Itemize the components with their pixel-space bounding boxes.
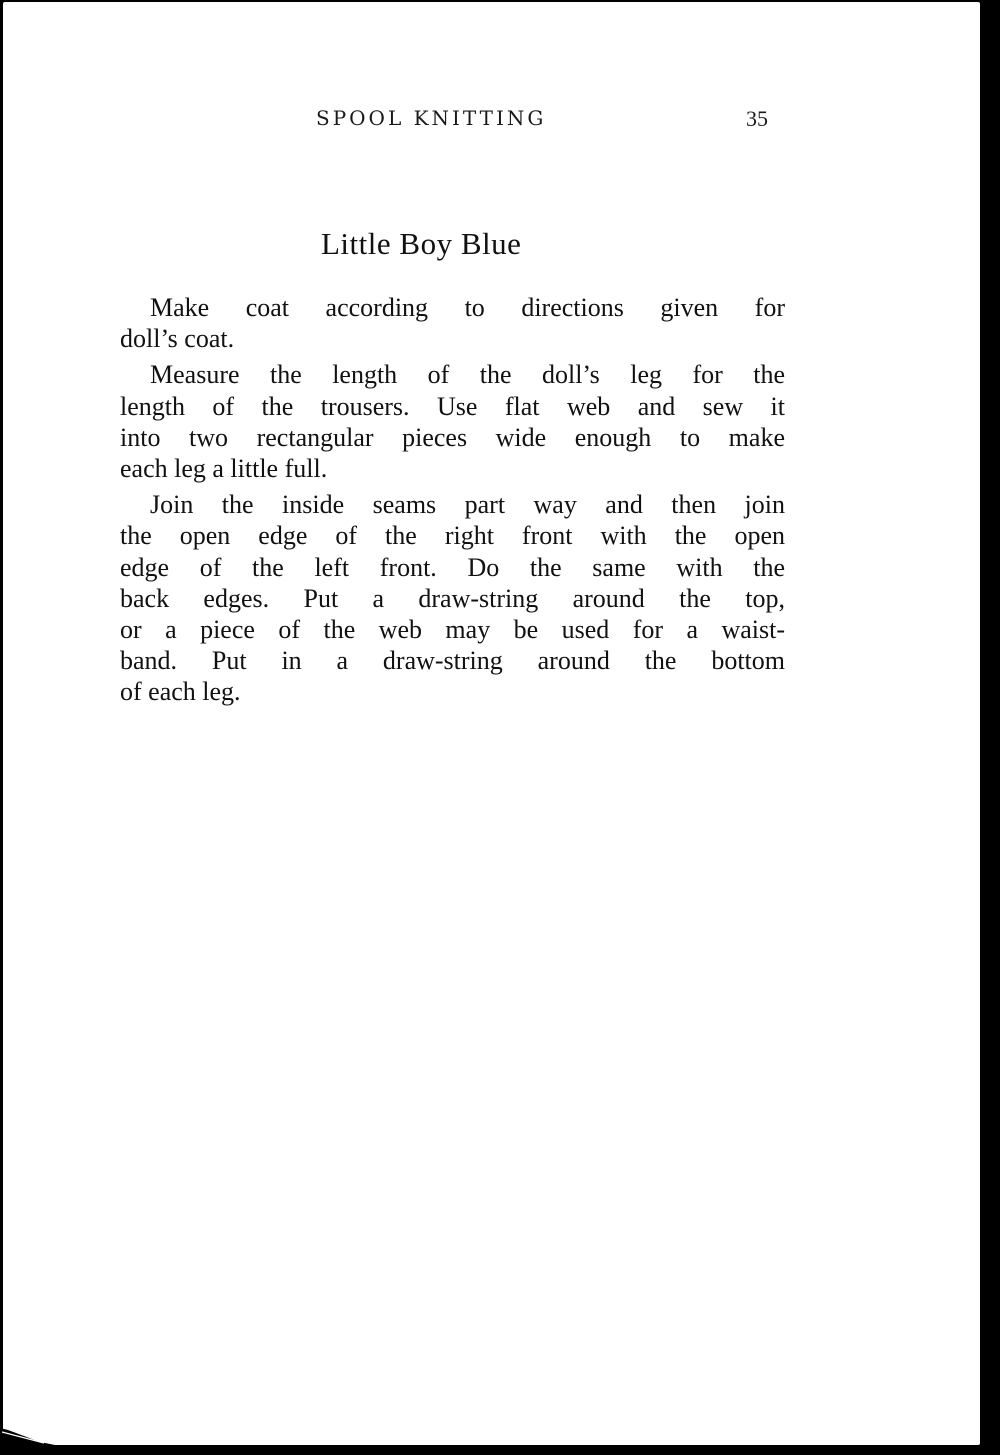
- text-line: length of the trousers. Use flat web and sew it: [120, 391, 785, 421]
- text-line: of each leg.: [120, 677, 241, 707]
- text-line: back edges. Put a draw-string around the top,: [120, 583, 785, 613]
- text-line: Join the inside seams part way and then join: [150, 490, 785, 520]
- text-line: edge of the left front. Do the same with the: [120, 552, 785, 582]
- body-text: [120, 292, 785, 707]
- text-line: doll’s coat.: [120, 324, 235, 354]
- section-title: Little Boy Blue: [321, 226, 522, 261]
- page-corner-curl: [0, 1428, 60, 1446]
- book-page: [3, 2, 980, 1445]
- text-line: or a piece of the web may be used for a waist-: [120, 614, 785, 644]
- text-line: Make coat according to directions given for: [150, 293, 785, 322]
- text-line: Measure the length of the doll’s leg for the: [150, 360, 785, 390]
- scan-edge-shadow: [980, 0, 1000, 1455]
- text-line: each leg a little full.: [120, 453, 328, 483]
- text-line: the open edge of the right front with the open: [120, 521, 785, 551]
- text-line: band. Put in a draw-string around the bottom: [120, 646, 785, 676]
- page-number: 35: [746, 106, 768, 131]
- running-head: SPOOL KNITTING: [316, 106, 547, 130]
- text-line: into two rectangular pieces wide enough to make: [120, 422, 785, 452]
